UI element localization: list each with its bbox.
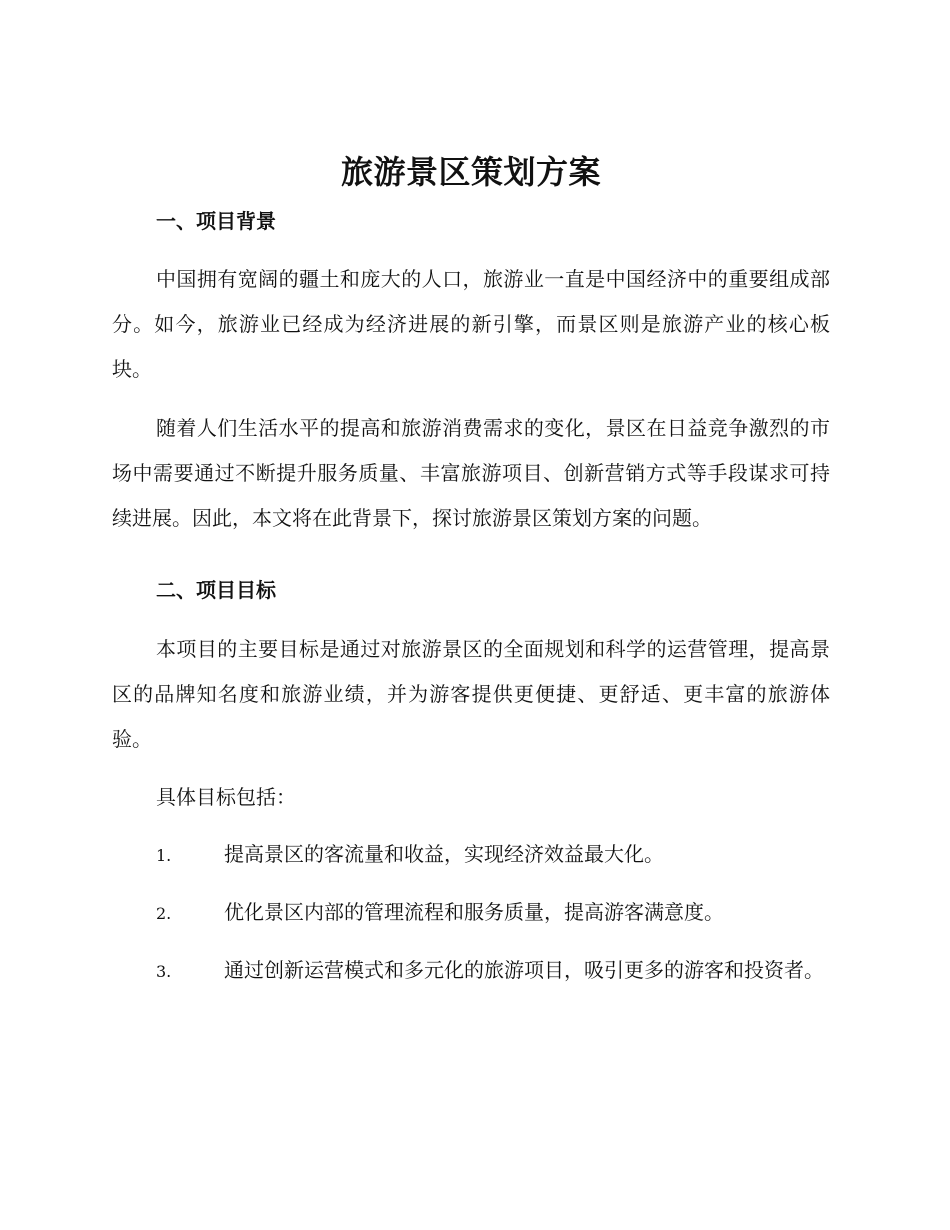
paragraph: 随着人们生活水平的提高和旅游消费需求的变化，景区在日益竞争激烈的市场中需要通过不断提升服务质量、丰富旅游项目、创新营销方式等手段谋求可持续进展。因此，本文将在此背景下，探讨旅游景区策划方案的问题。 — [112, 416, 830, 530]
list-item-text: 提高景区的客流量和收益，实现经济效益最大化。 — [224, 842, 664, 866]
paragraph: 本项目的主要目标是通过对旅游景区的全面规划和科学的运营管理，提高景区的品牌知名度和旅游业绩，并为游客提供更便捷、更舒适、更丰富的旅游体验。 — [112, 637, 830, 751]
paragraph: 中国拥有宽阔的疆土和庞大的人口，旅游业一直是中国经济中的重要组成部分。如今，旅游业已经成为经济进展的新引擎，而景区则是旅游产业的核心板块。 — [112, 267, 830, 381]
list-item-number: 1. — [156, 846, 172, 865]
document-body — [112, 150, 830, 994]
goal-list — [112, 832, 830, 994]
list-item — [112, 948, 830, 994]
list-item — [112, 890, 830, 936]
section-heading-background: 一、项目背景 — [156, 209, 276, 233]
list-item-text: 通过创新运营模式和多元化的旅游项目，吸引更多的游客和投资者。 — [224, 958, 824, 982]
list-item-text: 优化景区内部的管理流程和服务质量，提高游客满意度。 — [224, 900, 724, 924]
section-heading-goals: 二、项目目标 — [156, 578, 276, 602]
document-title: 旅游景区策划方案 — [340, 153, 601, 191]
list-item-number: 2. — [156, 904, 172, 923]
list-item-number: 3. — [156, 962, 172, 981]
paragraph: 具体目标包括： — [156, 785, 296, 809]
list-item — [112, 832, 830, 878]
